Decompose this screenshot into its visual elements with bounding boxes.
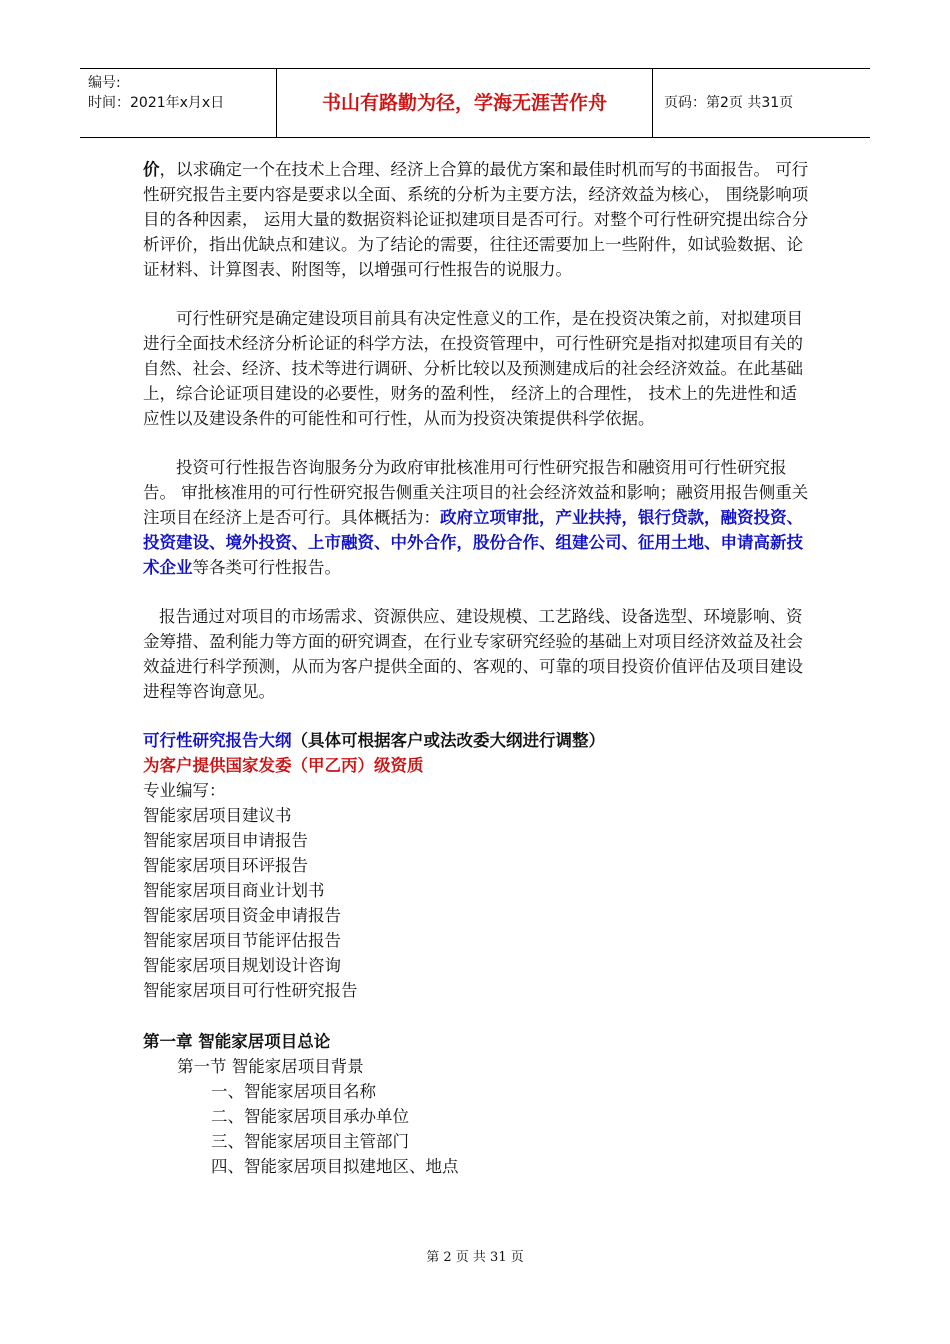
pro-label: 专业编写： (143, 781, 226, 800)
list-item: 智能家居项目可行性研究报告 (143, 981, 358, 1000)
header-page-info: 页码：第2页 共31页 (664, 95, 794, 111)
list-item: 智能家居项目申请报告 (143, 831, 308, 850)
section-title: 第一节 智能家居项目背景 (177, 1057, 364, 1076)
list-item: 智能家居项目商业计划书 (143, 881, 325, 900)
outline-title-rest: （具体可根据客户或法改委大纲进行调整） (291, 731, 605, 750)
list-item: 智能家居项目环评报告 (143, 856, 308, 875)
paragraph-3 (143, 455, 811, 580)
paragraph-text: ，以求确定一个在技术上合理、经济上合算的最优方案和最佳时机而写的书面报告。 可行性研究报告主要内容是要求以全面、系统的分析为主要方法，经济效益为核心， 围绕影响项目的各种因素， 运用大量的数据资料论证拟建项目是否可行。对整个可行性研究提出综合分析评价，指出优缺点和建议。为了结论的需要，往往还需要加上一些附件，如试验数据、论证材料、计算图表、附图等，以增强可行性报告的说服力。 (143, 160, 809, 279)
header-meta (88, 73, 266, 113)
page-header (80, 68, 870, 138)
qualification-line: 为客户提供国家发委（甲乙丙）级资质 (143, 756, 424, 775)
paragraph-4: 报告通过对项目的市场需求、资源供应、建设规模、工艺路线、设备选型、环境影响、资金筹措、盈利能力等方面的研究调查，在行业专家研究经验的基础上对项目经济效益及社会效益进行科学预测，从而为客户提供全面的、客观的、可靠的项目投资价值评估及项目建设进程等咨询意见。 (143, 607, 803, 701)
document-body (143, 157, 811, 1179)
list-item: 智能家居项目资金申请报告 (143, 906, 341, 925)
list-item: 智能家居项目规划设计咨询 (143, 956, 341, 975)
sub-item: 二、智能家居项目承办单位 (211, 1107, 409, 1126)
paragraph-2: 可行性研究是确定建设项目前具有决定性意义的工作，是在投资决策之前，对拟建项目进行全面技术经济分析论证的科学方法，在投资管理中，可行性研究是指对拟建项目有关的自然、社会、经济、技术等进行调研、分析比较以及预测建成后的社会经济效益。在此基础上，综合论证项目建设的必要性，财务的盈利性， 经济上的合理性， 技术上的先进性和适应性以及建设条件的可能性和可行性，从而为投资决策提供科学依据。 (143, 309, 803, 428)
page-footer: 第 2 页 共 31 页 (426, 1250, 524, 1265)
outline-title (143, 728, 811, 753)
list-item: 智能家居项目建议书 (143, 806, 292, 825)
paragraph-1 (143, 157, 811, 282)
paragraph-text: 投资可行性报告咨询服务分为政府审批核准用可行性研究报告和融资用可行性研究报告。 审批核准用的可行性研究报告侧重关注项目的社会经济效益和影响；融资用报告侧重关注项目在经济上是否可行。具体概括为： (143, 458, 809, 527)
chapter-title: 第一章 智能家居项目总论 (143, 1032, 331, 1051)
header-divider (652, 69, 653, 137)
bold-lead: 价 (143, 160, 160, 179)
doc-number: 编号: (88, 75, 121, 91)
highlight-services: 政府立项审批，产业扶持，银行贷款，融资投资、投资建设、境外投资、上市融资、中外合作，股份合作、组建公司、征用土地、申请高新技术企业 (143, 508, 803, 577)
outline-title-blue: 可行性研究报告大纲 (143, 731, 292, 750)
sub-item: 四、智能家居项目拟建地区、地点 (211, 1157, 459, 1176)
sub-item: 三、智能家居项目主管部门 (211, 1132, 409, 1151)
list-item: 智能家居项目节能评估报告 (143, 931, 341, 950)
doc-time: 时间：2021年x月x日 (88, 95, 225, 111)
paragraph-text: 等各类可行性报告。 (192, 558, 341, 577)
header-motto: 书山有路勤为径，学海无涯苦作舟 (321, 92, 607, 114)
sub-item: 一、智能家居项目名称 (211, 1082, 376, 1101)
